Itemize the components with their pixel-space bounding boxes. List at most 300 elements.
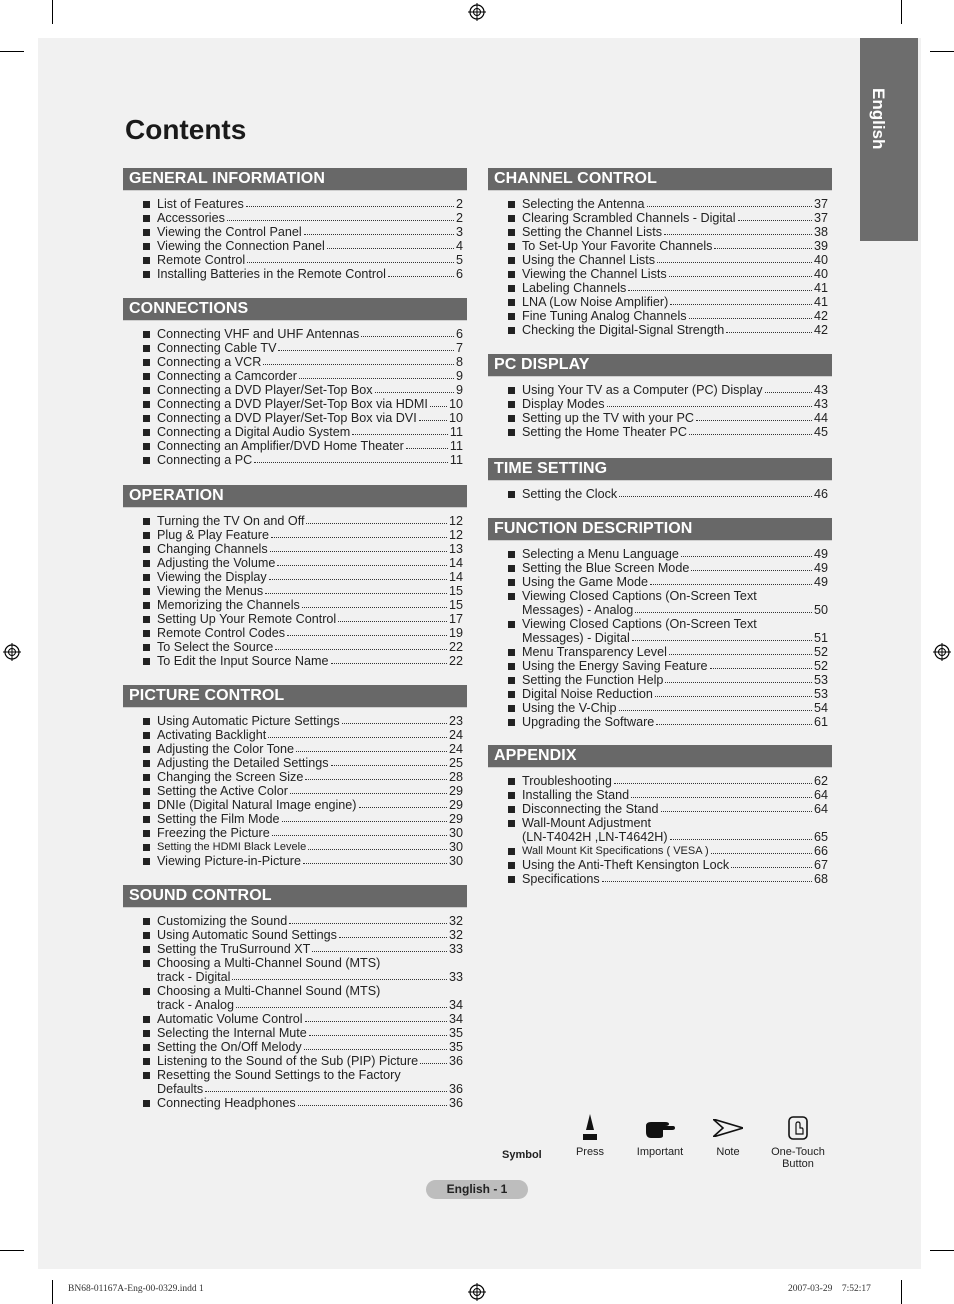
toc-entry-page: 22 (448, 654, 463, 668)
dot-leader (711, 844, 812, 854)
section-heading: FUNCTION DESCRIPTION (488, 518, 832, 541)
toc-entry[interactable] (123, 369, 467, 383)
square-bullet-icon (508, 848, 515, 855)
toc-entry-title: Using the Anti-Theft Kensington Lock (522, 858, 730, 872)
section-heading: CHANNEL CONTROL (488, 168, 832, 191)
dot-leader (689, 309, 812, 319)
toc-entry-title-line: Choosing a Multi-Channel Sound (MTS) (157, 956, 381, 970)
dot-leader (359, 798, 447, 808)
toc-entry-page: 67 (813, 858, 828, 872)
toc-entry-line (522, 701, 828, 715)
square-bullet-icon (508, 820, 515, 827)
toc-entry-page: 24 (448, 742, 463, 756)
toc-entry-page: 37 (813, 211, 828, 225)
toc-entry-title: Using the Game Mode (522, 575, 648, 589)
square-bullet-icon (143, 257, 150, 264)
toc-entry-page: 11 (449, 439, 463, 453)
toc-entry-title: To Edit the Input Source Name (157, 654, 329, 668)
dot-leader (268, 728, 447, 738)
toc-section (123, 485, 467, 668)
toc-entry-line (522, 715, 828, 729)
toc-entry[interactable] (488, 211, 832, 225)
toc-entry[interactable] (488, 239, 832, 253)
toc-entry-line (157, 528, 463, 542)
toc-entry-line (157, 425, 463, 439)
symbol-note (703, 1110, 753, 1158)
toc-entry-line (157, 654, 463, 668)
toc-entry-page: 11 (449, 425, 463, 439)
toc-list (488, 774, 832, 886)
toc-entry[interactable] (123, 984, 467, 1012)
toc-entry[interactable] (488, 411, 832, 425)
toc-entry-line (522, 575, 828, 589)
toc-entry[interactable] (123, 267, 467, 281)
dot-leader (303, 854, 447, 864)
toc-entry[interactable] (123, 942, 467, 956)
square-bullet-icon (143, 215, 150, 222)
toc-entry-page: 49 (813, 575, 828, 589)
symbol-label: Important (636, 1146, 684, 1158)
toc-entry[interactable] (123, 728, 467, 742)
square-bullet-icon (508, 778, 515, 785)
toc-entry-title: Adjusting the Volume (157, 556, 276, 570)
toc-entry-line (157, 854, 463, 868)
dot-leader (661, 802, 812, 812)
dot-leader (271, 528, 447, 538)
square-bullet-icon (143, 201, 150, 208)
toc-entry-title: Setting Up Your Remote Control (157, 612, 337, 626)
toc-entry-line (157, 341, 463, 355)
toc-entry[interactable] (488, 659, 832, 673)
toc-entry-page: 53 (813, 673, 828, 687)
dot-leader (670, 830, 812, 840)
toc-entry[interactable] (488, 802, 832, 816)
toc-entry[interactable] (123, 640, 467, 654)
toc-entry-page: 64 (813, 802, 828, 816)
toc-entry[interactable] (123, 225, 467, 239)
toc-entry-title: Setting the Blue Screen Mode (522, 561, 690, 575)
dot-leader (282, 812, 447, 822)
toc-entry-line (522, 383, 828, 397)
toc-entry[interactable] (488, 673, 832, 687)
toc-entry-title: Automatic Volume Control (157, 1012, 303, 1026)
toc-entry-page: 19 (448, 626, 463, 640)
toc-entry-title: Connecting a Digital Audio System (157, 425, 351, 439)
toc-entry[interactable] (123, 1040, 467, 1054)
square-bullet-icon (143, 532, 150, 539)
toc-entry-line (522, 323, 828, 337)
toc-entry-line (522, 425, 828, 439)
toc-entry-line (157, 556, 463, 570)
toc-entry[interactable] (123, 1068, 467, 1096)
square-bullet-icon (143, 443, 150, 450)
toc-entry[interactable] (123, 383, 467, 397)
toc-entry-page: 34 (448, 1012, 463, 1026)
toc-list (488, 547, 832, 729)
toc-entry[interactable] (488, 253, 832, 267)
toc-entry[interactable] (488, 701, 832, 715)
square-bullet-icon (143, 844, 150, 851)
toc-entry-page: 22 (448, 640, 463, 654)
toc-section (488, 518, 832, 729)
crop-mark (901, 1280, 902, 1304)
toc-entry-page: 36 (448, 1054, 463, 1068)
dot-leader (265, 584, 447, 594)
toc-entry-page: 50 (813, 603, 828, 617)
toc-entry[interactable] (123, 956, 467, 984)
toc-entry-page: 34 (448, 998, 463, 1012)
square-bullet-icon (143, 644, 150, 651)
toc-entry[interactable] (488, 872, 832, 886)
toc-entry-line (157, 584, 463, 598)
square-bullet-icon (143, 574, 150, 581)
toc-entry-page: 40 (813, 267, 828, 281)
crop-mark (930, 1250, 954, 1251)
toc-entry[interactable] (488, 687, 832, 701)
crop-mark (0, 1250, 24, 1251)
toc-entry[interactable] (488, 309, 832, 323)
square-bullet-icon (143, 331, 150, 338)
dot-leader (305, 1012, 447, 1022)
toc-entry-line (522, 561, 828, 575)
toc-entry-page: 52 (813, 659, 828, 673)
toc-entry-page: 68 (813, 872, 828, 886)
toc-list (488, 487, 832, 501)
dot-leader (647, 197, 812, 207)
toc-entry[interactable] (123, 197, 467, 211)
toc-entry-title: Installing Batteries in the Remote Control (157, 267, 386, 281)
toc-entry-page: 28 (448, 770, 463, 784)
section-heading: GENERAL INFORMATION (123, 168, 467, 191)
toc-entry-line (157, 612, 463, 626)
dot-leader (269, 570, 447, 580)
toc-entry[interactable] (123, 1012, 467, 1026)
dot-leader (227, 211, 454, 221)
toc-entry[interactable] (123, 453, 467, 467)
toc-entry-line (157, 383, 463, 397)
toc-entry[interactable] (488, 547, 832, 561)
square-bullet-icon (143, 243, 150, 250)
dot-leader (619, 701, 812, 711)
toc-entry-title: track - Digital (157, 970, 231, 984)
toc-list (123, 914, 467, 1110)
toc-entry-title-line: Viewing Closed Captions (On-Screen Text (522, 617, 757, 631)
toc-entry-line (522, 267, 828, 281)
toc-entry[interactable] (123, 542, 467, 556)
toc-entry-title: Viewing the Channel Lists (522, 267, 667, 281)
toc-entry[interactable] (123, 812, 467, 826)
toc-entry-page: 44 (813, 411, 828, 425)
toc-entry-title: Menu Transparency Level (522, 645, 667, 659)
dot-leader (304, 225, 454, 235)
toc-entry-page: 8 (455, 355, 463, 369)
square-bullet-icon (143, 1058, 150, 1065)
square-bullet-icon (143, 1072, 150, 1079)
toc-entry-page: 45 (813, 425, 828, 439)
toc-entry[interactable] (123, 914, 467, 928)
toc-list (488, 383, 832, 439)
registration-mark-icon (468, 1283, 486, 1301)
toc-entry-line (522, 397, 828, 411)
toc-entry-title: Connecting VHF and UHF Antennas (157, 327, 360, 341)
toc-entry-line (522, 295, 828, 309)
side-tab-label: English (869, 88, 888, 150)
toc-entry[interactable] (123, 341, 467, 355)
toc-entry-line (157, 914, 463, 928)
toc-entry[interactable] (488, 425, 832, 439)
toc-entry-title: Viewing the Connection Panel (157, 239, 325, 253)
square-bullet-icon (508, 491, 515, 498)
square-bullet-icon (508, 621, 515, 628)
toc-entry[interactable] (123, 612, 467, 626)
toc-entry[interactable] (123, 1096, 467, 1110)
toc-entry[interactable] (123, 253, 467, 267)
dot-leader (710, 659, 812, 669)
square-bullet-icon (508, 387, 515, 394)
toc-entry-page: 52 (813, 645, 828, 659)
toc-entry-title: Selecting the Internal Mute (157, 1026, 307, 1040)
toc-entry[interactable] (123, 239, 467, 253)
toc-entry[interactable] (123, 570, 467, 584)
toc-entry[interactable] (123, 714, 467, 728)
dot-leader (657, 253, 812, 263)
symbol-label: Press (575, 1146, 605, 1158)
square-bullet-icon (143, 457, 150, 464)
toc-entry-title: Activating Backlight (157, 728, 267, 742)
toc-entry[interactable] (123, 411, 467, 425)
toc-entry-title: track - Analog (157, 998, 235, 1012)
crop-mark (901, 0, 902, 24)
toc-entry[interactable] (488, 645, 832, 659)
toc-entry[interactable] (488, 858, 832, 872)
dot-leader (614, 774, 812, 784)
dot-leader (650, 575, 812, 585)
toc-entry-page: 9 (455, 369, 463, 383)
toc-entry[interactable] (123, 355, 467, 369)
toc-entry[interactable] (488, 487, 832, 501)
toc-entry-page: 54 (813, 701, 828, 715)
symbol-label: Note (716, 1146, 740, 1158)
toc-entry-title: Fine Tuning Analog Channels (522, 309, 687, 323)
toc-entry-title: Connecting an Amplifier/DVD Home Theater (157, 439, 404, 453)
dot-leader (361, 327, 454, 337)
toc-entry-line (157, 225, 463, 239)
square-bullet-icon (508, 792, 515, 799)
symbol-important (630, 1110, 690, 1158)
dot-leader (655, 687, 812, 697)
toc-entry[interactable] (123, 439, 467, 453)
toc-entry[interactable] (123, 770, 467, 784)
toc-entry[interactable] (123, 798, 467, 812)
language-side-tab (860, 38, 918, 241)
toc-entry[interactable] (123, 514, 467, 528)
toc-entry[interactable] (488, 295, 832, 309)
toc-entry-title: List of Features (157, 197, 244, 211)
page-title: Contents (125, 114, 247, 145)
dot-leader (205, 1082, 447, 1092)
square-bullet-icon (143, 802, 150, 809)
toc-entry[interactable] (488, 617, 832, 645)
toc-entry[interactable] (488, 197, 832, 211)
square-bullet-icon (143, 658, 150, 665)
toc-list (123, 327, 467, 467)
toc-entry-title: Connecting a DVD Player/Set-Top Box (157, 383, 373, 397)
toc-entry-line (522, 411, 828, 425)
toc-entry[interactable] (123, 327, 467, 341)
square-bullet-icon (143, 373, 150, 380)
toc-section (488, 168, 832, 337)
square-bullet-icon (508, 806, 515, 813)
square-bullet-icon (508, 401, 515, 408)
toc-entry-line (522, 673, 828, 687)
toc-entry-line (157, 1082, 463, 1096)
toc-entry[interactable] (488, 575, 832, 589)
dot-leader (669, 645, 812, 655)
toc-entry[interactable] (123, 397, 467, 411)
toc-entry[interactable] (488, 383, 832, 397)
dot-leader (263, 355, 454, 365)
dot-leader (656, 715, 812, 725)
toc-entry-line (522, 197, 828, 211)
toc-entry[interactable] (123, 598, 467, 612)
toc-entry-line (522, 774, 828, 788)
toc-entry[interactable] (123, 211, 467, 225)
toc-entry-title: Messages) - Digital (522, 631, 630, 645)
toc-entry-page: 32 (448, 914, 463, 928)
toc-entry-line (157, 253, 463, 267)
toc-entry-title: Remote Control Codes (157, 626, 286, 640)
toc-entry-title-line: Resetting the Sound Settings to the Factory (157, 1068, 401, 1082)
toc-entry[interactable] (488, 844, 832, 858)
toc-entry-page: 17 (448, 612, 463, 626)
toc-entry[interactable] (488, 267, 832, 281)
toc-entry[interactable] (123, 840, 467, 854)
dot-leader (619, 487, 812, 497)
toc-entry-title: Listening to the Sound of the Sub (PIP) Picture (157, 1054, 419, 1068)
square-bullet-icon (143, 630, 150, 637)
toc-entry-title: Digital Noise Reduction (522, 687, 653, 701)
square-bullet-icon (508, 705, 515, 712)
toc-entry[interactable] (123, 742, 467, 756)
toc-entry[interactable] (123, 756, 467, 770)
toc-entry-page: 2 (455, 211, 463, 225)
toc-entry-title: Viewing the Display (157, 570, 267, 584)
toc-entry-line (157, 626, 463, 640)
toc-entry-page: 5 (455, 253, 463, 267)
toc-entry[interactable] (123, 584, 467, 598)
toc-entry-line (157, 998, 463, 1012)
dot-leader (669, 267, 812, 277)
dot-leader (302, 598, 447, 608)
toc-entry[interactable] (488, 589, 832, 617)
dot-leader (290, 784, 447, 794)
square-bullet-icon (143, 345, 150, 352)
dot-leader (714, 239, 812, 249)
toc-entry[interactable] (123, 556, 467, 570)
toc-entry[interactable] (123, 528, 467, 542)
toc-entry[interactable] (488, 281, 832, 295)
toc-entry-title: Customizing the Sound (157, 914, 288, 928)
toc-entry-title: Adjusting the Color Tone (157, 742, 294, 756)
toc-entry-line (157, 812, 463, 826)
toc-entry-page: 43 (813, 383, 828, 397)
toc-entry-page: 36 (448, 1082, 463, 1096)
toc-section (488, 745, 832, 886)
dot-leader (305, 770, 447, 780)
toc-entry-page: 2 (455, 197, 463, 211)
toc-entry-title: Connecting a DVD Player/Set-Top Box via DVI (157, 411, 417, 425)
toc-entry[interactable] (123, 1026, 467, 1040)
toc-entry[interactable] (488, 816, 832, 844)
square-bullet-icon (143, 830, 150, 837)
toc-entry-title: Clearing Scrambled Channels - Digital (522, 211, 736, 225)
square-bullet-icon (508, 415, 515, 422)
toc-entry[interactable] (123, 826, 467, 840)
toc-entry-line (522, 802, 828, 816)
toc-entry-title: Upgrading the Software (522, 715, 655, 729)
toc-entry-page: 46 (813, 487, 828, 501)
toc-entry[interactable] (488, 774, 832, 788)
square-bullet-icon (508, 201, 515, 208)
toc-entry[interactable] (123, 1054, 467, 1068)
toc-entry-page: 29 (448, 784, 463, 798)
toc-entry[interactable] (488, 225, 832, 239)
toc-entry-line (157, 840, 463, 854)
square-bullet-icon (143, 271, 150, 278)
toc-entry-title: Specifications (522, 872, 600, 886)
toc-entry[interactable] (123, 928, 467, 942)
toc-entry-line (157, 327, 463, 341)
toc-entry-title-line: Viewing Closed Captions (On-Screen Text (522, 589, 757, 603)
toc-entry-line (522, 309, 828, 323)
crop-mark (930, 51, 954, 52)
dot-leader (272, 826, 447, 836)
toc-entry[interactable] (488, 323, 832, 337)
toc-entry[interactable] (488, 788, 832, 802)
note-arrow-icon (713, 1119, 743, 1137)
crop-mark (52, 1280, 53, 1304)
square-bullet-icon (508, 313, 515, 320)
square-bullet-icon (143, 732, 150, 739)
toc-entry-line (522, 211, 828, 225)
toc-entry-title: Setting up the TV with your PC (522, 411, 694, 425)
toc-entry-title: Setting the TruSurround XT (157, 942, 311, 956)
toc-entry[interactable] (488, 561, 832, 575)
toc-entry-title: Setting the HDMI Black Levele (157, 841, 307, 853)
toc-entry[interactable] (488, 715, 832, 729)
dot-leader (232, 970, 447, 980)
toc-entry[interactable] (123, 854, 467, 868)
toc-entry[interactable] (123, 626, 467, 640)
square-bullet-icon (143, 588, 150, 595)
toc-entry-title: Display Modes (522, 397, 605, 411)
toc-entry[interactable] (123, 784, 467, 798)
toc-entry-page: 7 (455, 341, 463, 355)
toc-section (123, 685, 467, 868)
toc-entry-title: Selecting the Antenna (522, 197, 645, 211)
dot-leader (331, 654, 447, 664)
toc-entry[interactable] (123, 654, 467, 668)
square-bullet-icon (143, 387, 150, 394)
toc-entry-title: Connecting a PC (157, 453, 253, 467)
toc-entry[interactable] (123, 425, 467, 439)
toc-entry-title: Setting the Channel Lists (522, 225, 663, 239)
square-bullet-icon (143, 960, 150, 967)
crop-mark (0, 51, 24, 52)
toc-entry[interactable] (488, 397, 832, 411)
square-bullet-icon (143, 602, 150, 609)
square-bullet-icon (508, 593, 515, 600)
